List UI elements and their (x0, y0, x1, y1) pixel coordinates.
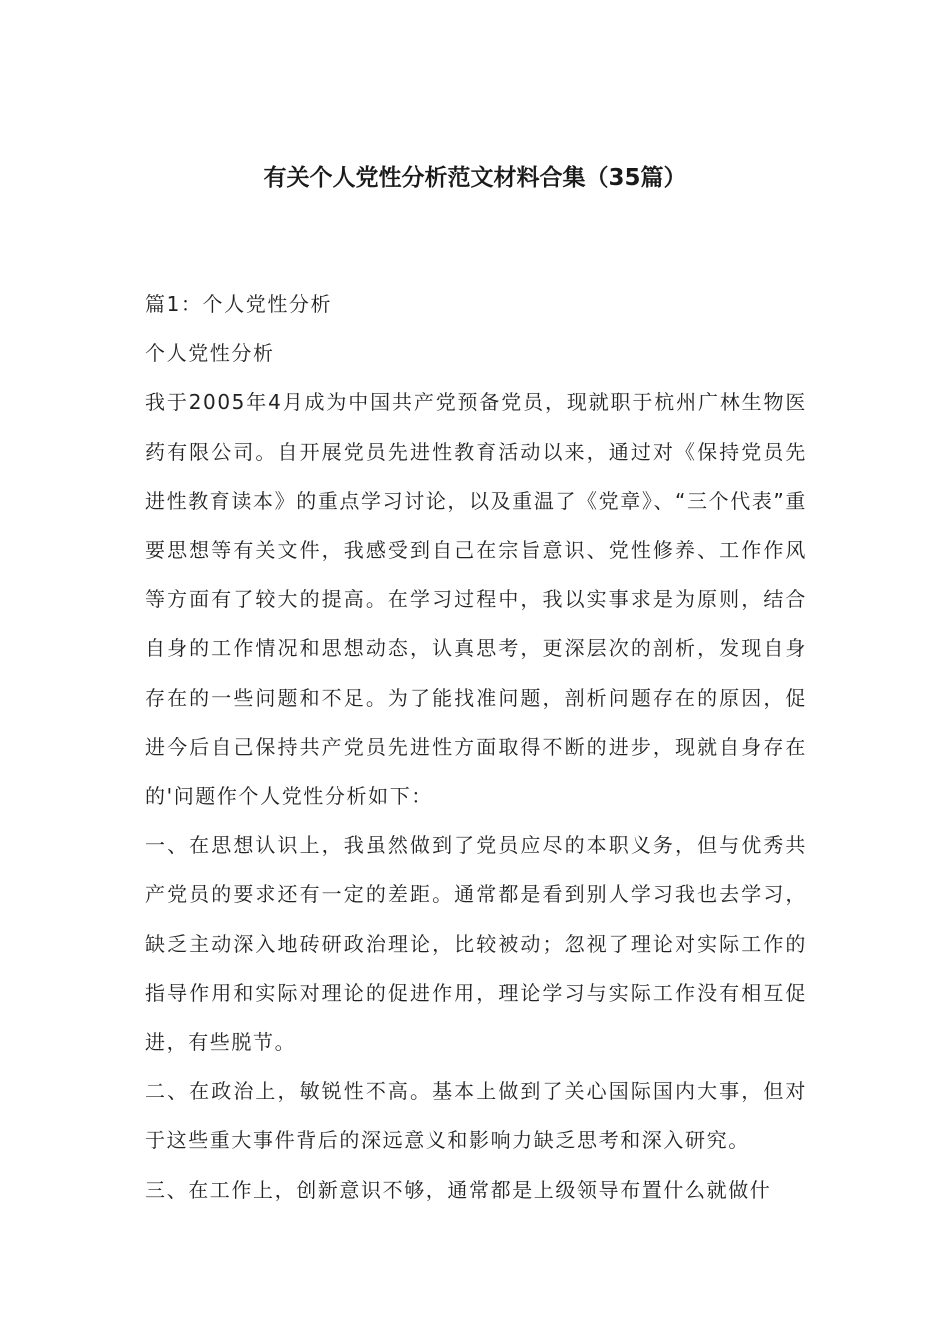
document-body (145, 280, 807, 1215)
paragraph-point-3: 三、在工作上，创新意识不够，通常都是上级领导布置什么就做什 (145, 1177, 772, 1202)
section-heading: 篇1：个人党性分析 (145, 292, 333, 316)
subheading: 个人党性分析 (145, 341, 275, 366)
paragraph-point-2: 二、在政治上，敏锐性不高。基本上做到了关心国际国内大事，但对于这些重大事件背后的深远意义和影响力缺乏思考和深入研究。 (145, 1079, 807, 1153)
paragraph-point-1: 一、在思想认识上，我虽然做到了党员应尽的本职义务，但与优秀共产党员的要求还有一定的差距。通常都是看到别人学习我也去学习，缺乏主动深入地砖研政治理论，比较被动；忽视了理论对实际工作的指导作用和实际对理论的促进作用，理论学习与实际工作没有相互促进，有些脱节。 (145, 833, 807, 1055)
document-title: 有关个人党性分析范文材料合集（35篇） (263, 165, 687, 191)
paragraph-intro: 我于2005年4月成为中国共产党预备党员，现就职于杭州广林生物医药有限公司。自开展党员先进性教育活动以来，通过对《保持党员先进性教育读本》的重点学习讨论，以及重温了《党章》、“三个代表”重要思想等有关文件，我感受到自己在宗旨意识、党性修养、工作作风等方面有了较大的提高。在学习过程中，我以实事求是为原则，结合自身的工作情况和思想动态，认真思考，更深层次的剖析，发现自身存在的一些问题和不足。为了能找准问题，剖析问题存在的原因，促进今后自己保持共产党员先进性方面取得不断的进步，现就自身存在的'问题作个人党性分析如下： (145, 390, 807, 809)
